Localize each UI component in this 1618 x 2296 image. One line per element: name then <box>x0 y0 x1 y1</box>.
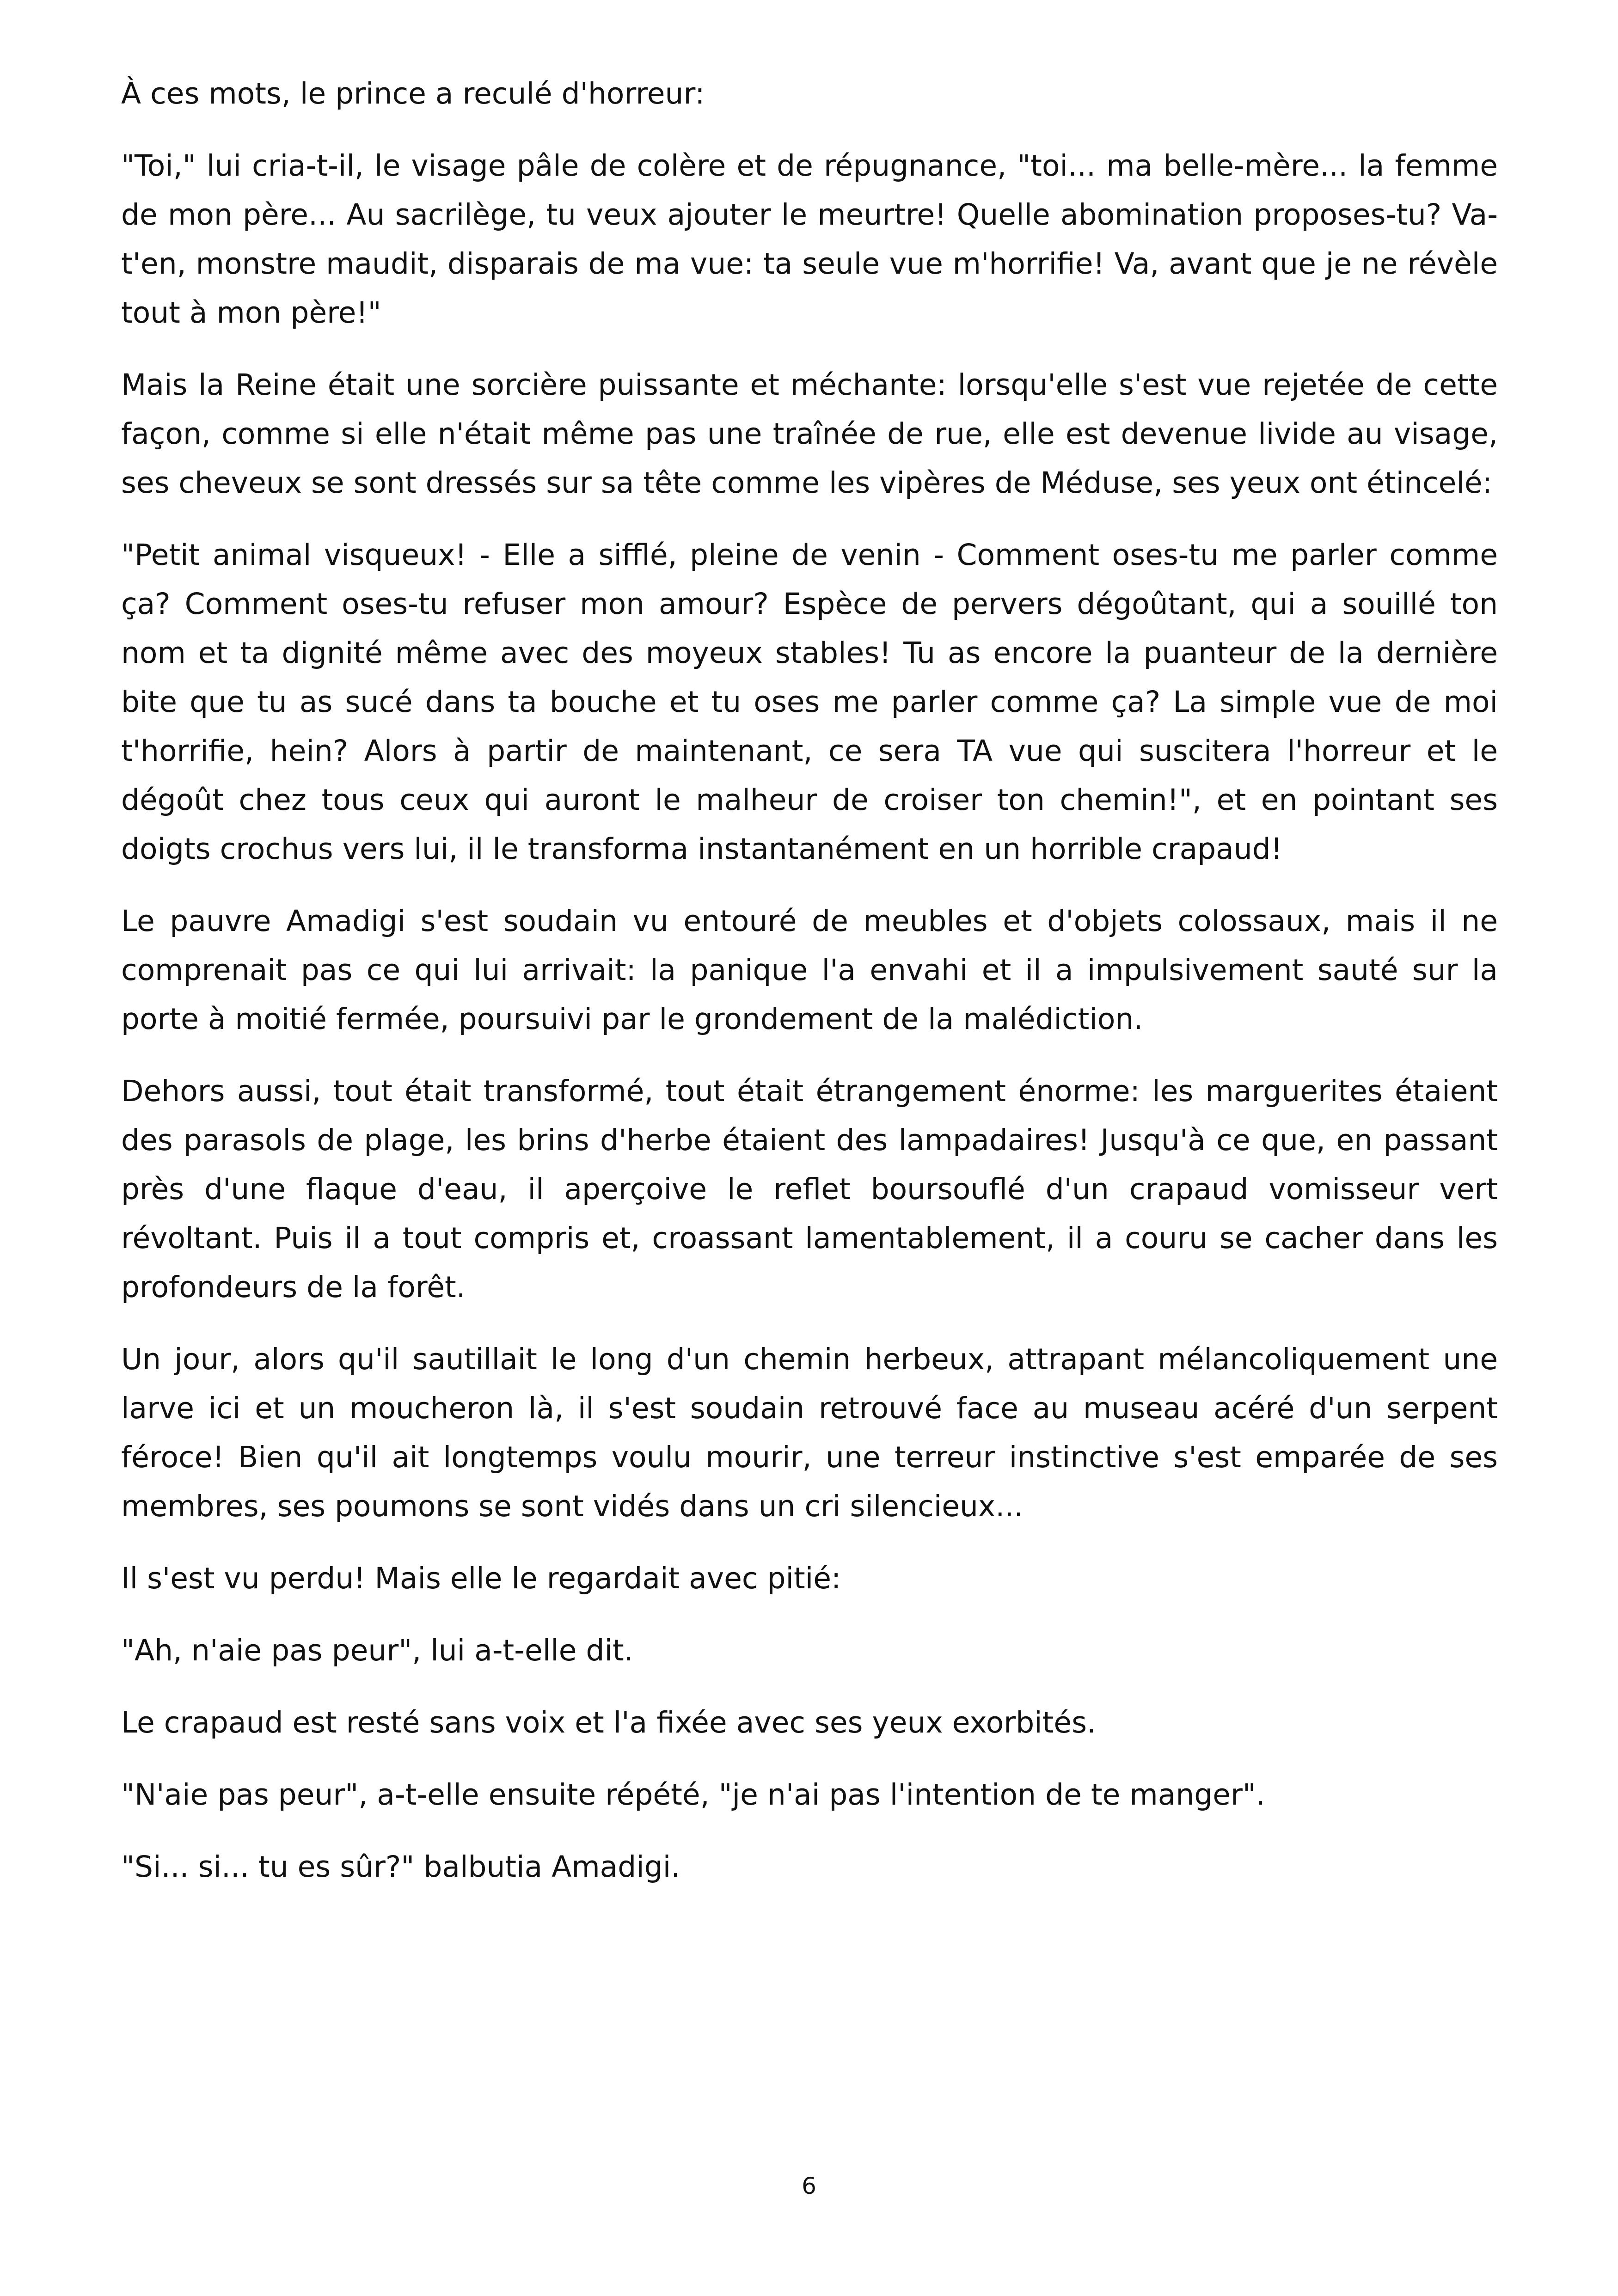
paragraph: Dehors aussi, tout était transformé, tout était étrangement énorme: les marguerites étaient des parasols de plage, les brins d'herbe étaient des lampadaires! Jusqu'à ce que, en passant près d'une flaque d'eau, il aperçoive le reflet boursouflé d'un crapaud vomisseur vert révoltant. Puis il a tout compris et, croassant lamentablement, il a couru se cacher dans les profondeurs de la forêt. <box>121 1074 1498 1304</box>
paragraph: "N'aie pas peur", a-t-elle ensuite répété, "je n'ai pas l'intention de te manger". <box>121 1778 1265 1812</box>
body-text <box>121 69 1498 1915</box>
paragraph: "Petit animal visqueux! - Elle a sifflé, pleine de venin - Comment oses-tu me parler comme ça? Comment oses-tu refuser mon amour? Espèce de pervers dégoûtant, qui a souillé ton nom et ta dignité même avec des moyeux stables! Tu as encore la puanteur de la dernière bite que tu as sucé dans ta bouche et tu oses me parler comme ça? La simple vue de moi t'horrifie, hein? Alors à partir de maintenant, ce sera TA vue qui suscitera l'horreur et le dégoût chez tous ceux qui auront le malheur de croiser ton chemin!", et en pointant ses doigts crochus vers lui, il le transforma instantanément en un horrible crapaud! <box>121 538 1498 866</box>
paragraph: "Toi," lui cria-t-il, le visage pâle de colère et de répugnance, "toi... ma belle-mère... la femme de mon père... Au sacrilège, tu veux ajouter le meurtre! Quelle abomination proposes-tu? Va-t'en, monstre maudit, disparais de ma vue: ta seule vue m'horrifie! Va, avant que je ne révèle tout à mon père!" <box>121 149 1498 330</box>
paragraph: "Ah, n'aie pas peur", lui a-t-elle dit. <box>121 1634 633 1667</box>
paragraph: Il s'est vu perdu! Mais elle le regardait avec pitié: <box>121 1561 841 1595</box>
paragraph: "Si... si... tu es sûr?" balbutia Amadigi. <box>121 1850 680 1884</box>
paragraph: À ces mots, le prince a reculé d'horreur: <box>121 77 705 110</box>
paragraph: Le pauvre Amadigi s'est soudain vu entouré de meubles et d'objets colossaux, mais il ne comprenait pas ce qui lui arrivait: la panique l'a envahi et il a impulsivement sauté sur la porte à moitié fermée, poursuivi par le grondement de la malédiction. <box>121 904 1498 1036</box>
paragraph: Un jour, alors qu'il sautillait le long d'un chemin herbeux, attrapant mélancoliquement une larve ici et un moucheron là, il s'est soudain retrouvé face au museau acéré d'un serpent féroce! Bien qu'il ait longtemps voulu mourir, une terreur instinctive s'est emparée de ses membres, ses poumons se sont vidés dans un cri silencieux... <box>121 1342 1498 1523</box>
paragraph: Le crapaud est resté sans voix et l'a fixée avec ses yeux exorbités. <box>121 1706 1096 1739</box>
paragraph: Mais la Reine était une sorcière puissante et méchante: lorsqu'elle s'est vue rejetée de cette façon, comme si elle n'était même pas une traînée de rue, elle est devenue livide au visage, ses cheveux se sont dressés sur sa tête comme les vipères de Méduse, ses yeux ont étincelé: <box>121 368 1498 500</box>
page-number: 6 <box>802 2173 816 2199</box>
